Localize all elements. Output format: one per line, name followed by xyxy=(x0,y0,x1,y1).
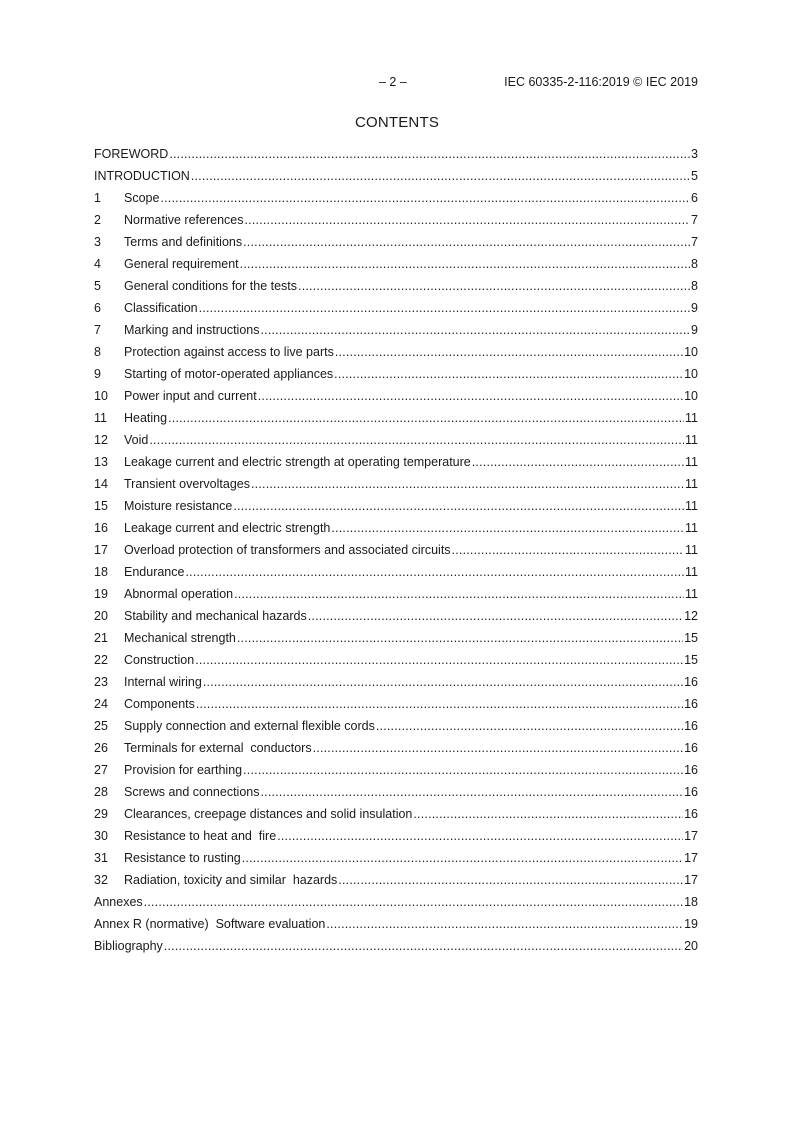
toc-entry-page: 12 xyxy=(684,609,698,623)
toc-entry-title: Supply connection and external flexible cords xyxy=(124,719,375,733)
toc-entry[interactable] xyxy=(94,869,698,891)
toc-entry-number: 4 xyxy=(94,257,101,271)
toc-entry[interactable] xyxy=(94,319,698,341)
toc-entry-number: 8 xyxy=(94,345,101,359)
dot-leader xyxy=(277,825,683,847)
toc-entry-number: 32 xyxy=(94,873,108,887)
dot-leader xyxy=(335,341,683,363)
toc-entry-title: Resistance to rusting xyxy=(124,851,241,865)
toc-entry-title: Clearances, creepage distances and solid insulation xyxy=(124,807,413,821)
toc-entry[interactable] xyxy=(94,539,698,561)
toc-entry[interactable] xyxy=(94,781,698,803)
toc-entry-page: 11 xyxy=(685,477,698,491)
toc-entry-number: 21 xyxy=(94,631,108,645)
toc-entry-title: Classification xyxy=(124,301,198,315)
toc-entry-title: Normative references xyxy=(124,213,244,227)
toc-entry-title: FOREWORD xyxy=(94,147,169,161)
toc-entry-number: 1 xyxy=(94,191,101,205)
toc-entry-number: 15 xyxy=(94,499,108,513)
toc-entry-number: 24 xyxy=(94,697,108,711)
dot-leader xyxy=(245,209,691,231)
toc-entry-title: Leakage current and electric strength at operating temperature xyxy=(124,455,471,469)
dot-leader xyxy=(243,231,690,253)
toc-entry[interactable] xyxy=(94,165,698,187)
toc-entry-page: 15 xyxy=(684,631,698,645)
toc-entry-number: 28 xyxy=(94,785,108,799)
toc-entry-number: 16 xyxy=(94,521,108,535)
toc-entry[interactable] xyxy=(94,363,698,385)
toc-entry-number: 19 xyxy=(94,587,108,601)
dot-leader xyxy=(298,275,690,297)
toc-entry[interactable] xyxy=(94,209,698,231)
toc-entry-number: 5 xyxy=(94,279,101,293)
dot-leader xyxy=(242,847,683,869)
toc-entry-title: Terminals for external conductors xyxy=(124,741,312,755)
dot-leader xyxy=(452,539,684,561)
toc-entry-number: 10 xyxy=(94,389,108,403)
toc-entry-number: 31 xyxy=(94,851,108,865)
toc-entry[interactable] xyxy=(94,935,698,957)
toc-entry-title: Components xyxy=(124,697,195,711)
toc-entry-title: Screws and connections xyxy=(124,785,260,799)
toc-entry-page: 11 xyxy=(685,411,698,425)
toc-entry-title: Marking and instructions xyxy=(124,323,260,337)
dot-leader xyxy=(243,759,683,781)
dot-leader xyxy=(234,583,684,605)
dot-leader xyxy=(472,451,684,473)
toc-entry-page: 16 xyxy=(684,697,698,711)
toc-entry-number: 20 xyxy=(94,609,108,623)
dot-leader xyxy=(185,561,684,583)
toc-entry-number: 23 xyxy=(94,675,108,689)
dot-leader xyxy=(260,319,690,341)
toc-entry[interactable] xyxy=(94,385,698,407)
toc-entry[interactable] xyxy=(94,451,698,473)
toc-entry-title: Heating xyxy=(124,411,168,425)
toc-entry-page: 11 xyxy=(685,499,698,513)
toc-entry[interactable] xyxy=(94,473,698,495)
toc-entry[interactable] xyxy=(94,693,698,715)
toc-entry[interactable] xyxy=(94,341,698,363)
page-number: – 2 – xyxy=(379,75,407,89)
toc-entry[interactable] xyxy=(94,275,698,297)
toc-entry[interactable] xyxy=(94,737,698,759)
toc-entry-page: 6 xyxy=(691,191,698,205)
toc-entry-title: Moisture resistance xyxy=(124,499,233,513)
dot-leader xyxy=(199,297,690,319)
toc-entry[interactable] xyxy=(94,605,698,627)
toc-entry-page: 16 xyxy=(684,807,698,821)
toc-entry-number: 29 xyxy=(94,807,108,821)
toc-entry-page: 11 xyxy=(685,433,698,447)
toc-entry-page: 20 xyxy=(684,939,698,953)
toc-entry[interactable] xyxy=(94,495,698,517)
toc-entry-page: 7 xyxy=(691,235,698,249)
toc-entry[interactable] xyxy=(94,231,698,253)
page-title: CONTENTS xyxy=(354,114,440,131)
toc-entry-title: General requirement xyxy=(124,257,239,271)
toc-entry-title: Protection against access to live parts xyxy=(124,345,334,359)
toc-entry[interactable] xyxy=(94,561,698,583)
toc-entry[interactable] xyxy=(94,847,698,869)
dot-leader xyxy=(334,363,683,385)
toc-entry[interactable] xyxy=(94,759,698,781)
toc-entry-title: Annex R (normative) Software evaluation xyxy=(94,917,326,931)
toc-entry-title: Internal wiring xyxy=(124,675,202,689)
toc-entry-number: 7 xyxy=(94,323,101,337)
toc-entry-page: 7 xyxy=(691,213,698,227)
toc-entry-title: Scope xyxy=(124,191,160,205)
toc-entry-page: 8 xyxy=(691,279,698,293)
toc-entry[interactable] xyxy=(94,891,698,913)
toc-entry-title: Starting of motor-operated appliances xyxy=(124,367,334,381)
dot-leader xyxy=(313,737,684,759)
toc-entry-page: 11 xyxy=(685,455,698,469)
toc-entry-page: 9 xyxy=(691,323,698,337)
toc-entry[interactable] xyxy=(94,671,698,693)
toc-entry[interactable] xyxy=(94,583,698,605)
toc-entry[interactable] xyxy=(94,143,698,165)
toc-entry-page: 18 xyxy=(684,895,698,909)
toc-entry-number: 11 xyxy=(94,411,107,425)
dot-leader xyxy=(195,649,683,671)
toc-entry-title: Endurance xyxy=(124,565,185,579)
dot-leader xyxy=(196,693,683,715)
toc-entry-page: 15 xyxy=(684,653,698,667)
dot-leader xyxy=(240,253,690,275)
toc-entry[interactable] xyxy=(94,825,698,847)
dot-leader xyxy=(191,165,690,187)
toc-entry-page: 10 xyxy=(684,367,698,381)
dot-leader xyxy=(413,803,683,825)
toc-entry[interactable] xyxy=(94,253,698,275)
toc-entry-title: Bibliography xyxy=(94,939,163,953)
toc-entry-number: 26 xyxy=(94,741,108,755)
toc-entry-page: 9 xyxy=(691,301,698,315)
toc-entry[interactable] xyxy=(94,649,698,671)
dot-leader xyxy=(168,407,684,429)
toc-entry-title: Abnormal operation xyxy=(124,587,234,601)
toc-entry[interactable] xyxy=(94,407,698,429)
toc-entry-number: 22 xyxy=(94,653,108,667)
toc-entry-title: Leakage current and electric strength xyxy=(124,521,331,535)
dot-leader xyxy=(144,891,683,913)
toc-entry-number: 12 xyxy=(94,433,108,447)
toc-entry-number: 14 xyxy=(94,477,108,491)
dot-leader xyxy=(160,187,690,209)
toc-entry-page: 8 xyxy=(691,257,698,271)
toc-entry-page: 16 xyxy=(684,763,698,777)
toc-entry[interactable] xyxy=(94,913,698,935)
toc-entry-page: 3 xyxy=(691,147,698,161)
toc-entry[interactable] xyxy=(94,715,698,737)
toc-entry-page: 16 xyxy=(684,741,698,755)
dot-leader xyxy=(203,671,683,693)
dot-leader xyxy=(237,627,683,649)
toc-entry-page: 19 xyxy=(684,917,698,931)
toc-entry-number: 30 xyxy=(94,829,108,843)
toc-entry-page: 17 xyxy=(684,829,698,843)
toc-entry-title: General conditions for the tests xyxy=(124,279,298,293)
toc-entry-page: 16 xyxy=(684,785,698,799)
dot-leader xyxy=(149,429,684,451)
toc-entry-page: 10 xyxy=(684,389,698,403)
toc-entry[interactable] xyxy=(94,429,698,451)
toc-entry-title: Overload protection of transformers and associated circuits xyxy=(124,543,451,557)
toc-entry-title: Mechanical strength xyxy=(124,631,236,645)
toc-entry-number: 13 xyxy=(94,455,108,469)
toc-entry-number: 25 xyxy=(94,719,108,733)
toc-entry-number: 17 xyxy=(94,543,108,557)
toc-entry[interactable] xyxy=(94,627,698,649)
toc-entry-page: 11 xyxy=(685,587,698,601)
toc-entry-page: 16 xyxy=(684,675,698,689)
dot-leader xyxy=(331,517,684,539)
toc-entry-page: 5 xyxy=(691,169,698,183)
toc-entry-page: 16 xyxy=(684,719,698,733)
toc-entry[interactable] xyxy=(94,297,698,319)
dot-leader xyxy=(326,913,683,935)
toc-entry[interactable] xyxy=(94,517,698,539)
toc-entry-number: 3 xyxy=(94,235,101,249)
toc-entry-page: 10 xyxy=(684,345,698,359)
document-identifier: IEC 60335-2-116:2019 © IEC 2019 xyxy=(504,75,698,89)
toc-entry-page: 17 xyxy=(684,873,698,887)
toc-entry-page: 11 xyxy=(685,543,698,557)
toc-entry-title: Annexes xyxy=(94,895,143,909)
page-header xyxy=(0,75,794,93)
toc-entry-title: Stability and mechanical hazards xyxy=(124,609,307,623)
dot-leader xyxy=(258,385,683,407)
toc-entry-number: 9 xyxy=(94,367,101,381)
dot-leader xyxy=(233,495,684,517)
table-of-contents xyxy=(94,143,698,957)
toc-entry-title: Power input and current xyxy=(124,389,257,403)
toc-entry-title: Void xyxy=(124,433,149,447)
toc-entry-title: Radiation, toxicity and similar hazards xyxy=(124,873,338,887)
toc-entry[interactable] xyxy=(94,187,698,209)
dot-leader xyxy=(261,781,684,803)
dot-leader xyxy=(308,605,683,627)
dot-leader xyxy=(164,935,683,957)
toc-entry-page: 11 xyxy=(685,565,698,579)
toc-entry-number: 27 xyxy=(94,763,108,777)
toc-entry[interactable] xyxy=(94,803,698,825)
toc-entry-page: 11 xyxy=(685,521,698,535)
toc-entry-number: 18 xyxy=(94,565,108,579)
toc-entry-title: Construction xyxy=(124,653,195,667)
toc-entry-title: INTRODUCTION xyxy=(94,169,190,183)
toc-entry-number: 2 xyxy=(94,213,101,227)
toc-entry-title: Transient overvoltages xyxy=(124,477,250,491)
toc-entry-title: Provision for earthing xyxy=(124,763,243,777)
toc-entry-number: 6 xyxy=(94,301,101,315)
dot-leader xyxy=(376,715,683,737)
toc-entry-title: Terms and definitions xyxy=(124,235,243,249)
toc-entry-title: Resistance to heat and fire xyxy=(124,829,277,843)
dot-leader xyxy=(169,143,690,165)
dot-leader xyxy=(251,473,684,495)
dot-leader xyxy=(338,869,683,891)
toc-entry-page: 17 xyxy=(684,851,698,865)
